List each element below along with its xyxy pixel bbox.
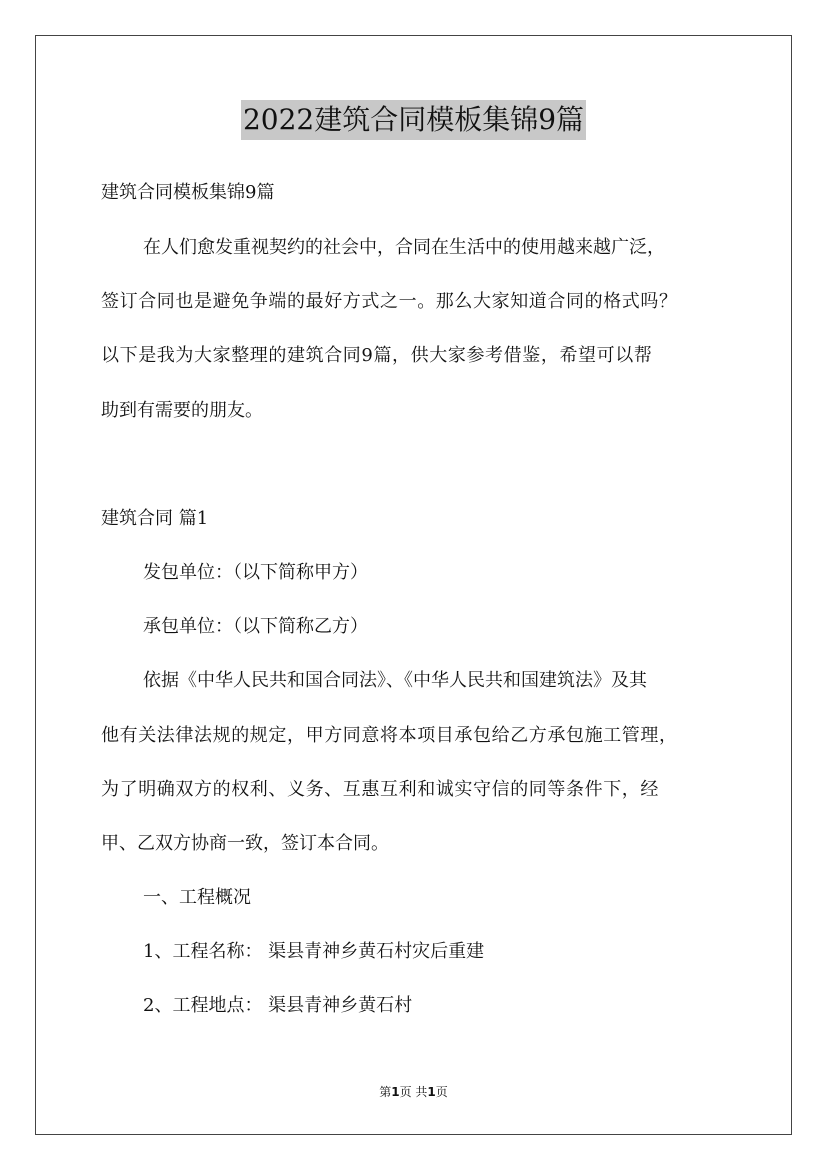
section-heading: 建筑合同 篇1 xyxy=(101,508,209,529)
intro-line-4: 助到有需要的朋友。 xyxy=(101,400,263,421)
title-container xyxy=(0,100,827,140)
footer-total-pages: 1 xyxy=(427,1085,436,1099)
document-title: 2022建筑合同模板集锦9篇 xyxy=(241,100,586,140)
document-subtitle: 建筑合同模板集锦9篇 xyxy=(101,182,275,203)
basis-line-1: 依据《中华人民共和国合同法》、《中华人民共和国建筑法》及其 xyxy=(143,670,647,691)
party-b-line: 承包单位：（以下简称乙方） xyxy=(143,616,368,637)
clause-heading: 一、工程概况 xyxy=(143,887,251,908)
party-a-line: 发包单位：（以下简称甲方） xyxy=(143,562,368,583)
clause-item-2: 2、工程地点： 渠县青神乡黄石村 xyxy=(143,995,413,1016)
footer-middle: 页 共 xyxy=(399,1085,428,1099)
intro-line-1: 在人们愈发重视契约的社会中，合同在生活中的使用越来越广泛， xyxy=(143,237,665,258)
footer-prefix: 第 xyxy=(379,1085,392,1099)
basis-line-3: 为了明确双方的权利、义务、互惠互利和诚实守信的同等条件下，经 xyxy=(101,779,659,800)
clause-item-1: 1、工程名称： 渠县青神乡黄石村灾后重建 xyxy=(143,941,485,962)
page-footer xyxy=(0,1084,827,1100)
intro-line-3: 以下是我为大家整理的建筑合同9篇，供大家参考借鉴，希望可以帮 xyxy=(101,345,653,366)
intro-line-2: 签订合同也是避免争端的最好方式之一。那么大家知道合同的格式吗？ xyxy=(101,291,678,312)
footer-suffix: 页 xyxy=(435,1085,448,1099)
basis-line-2: 他有关法律法规的规定，甲方同意将本项目承包给乙方承包施工管理， xyxy=(101,725,678,746)
footer-page-number: 1 xyxy=(391,1085,400,1099)
basis-line-4: 甲、乙双方协商一致，签订本合同。 xyxy=(101,833,389,854)
